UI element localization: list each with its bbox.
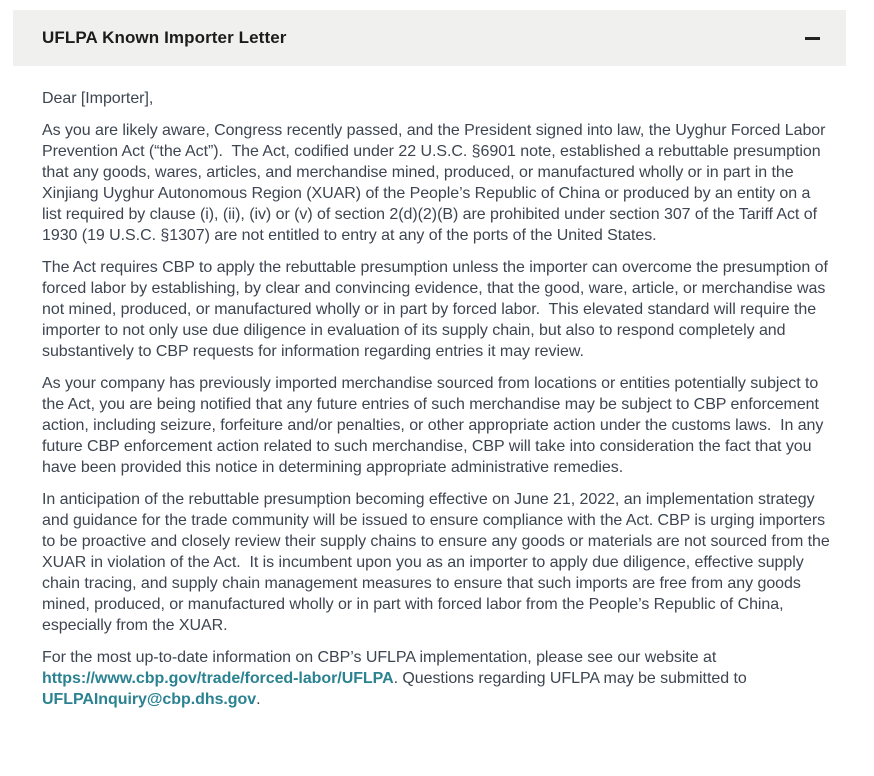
salutation: Dear [Importer], <box>42 90 154 107</box>
letter-body <box>13 66 846 750</box>
uflpa-inquiry-email-link[interactable]: UFLPAInquiry@cbp.dhs.gov <box>42 691 257 708</box>
letter-paragraph: The Act requires CBP to apply the rebuttable presumption unless the importer can overcome the presumption of forced labor by establishing, by clear and convincing evidence, that the good, ware, article, or merchandise was not mined, produced, or manufactured wholly or in part by forced labor. This elevated standard will require the importer to not only use due diligence in evaluation of its supply chain, but also to respond completely and substantively to CBP requests for information regarding entries it may review. <box>42 259 833 360</box>
uflpa-accordion-panel <box>13 10 846 750</box>
letter-paragraph: In anticipation of the rebuttable presumption becoming effective on June 21, 2022, an implementation strategy and guidance for the trade community will be issued to ensure compliance with the Act. CBP is urging importers to be proactive and closely review their supply chains to ensure any goods or materials are not sourced from the XUAR in violation of the Act. It is incumbent upon you as an importer to apply due diligence, effective supply chain tracing, and supply chain management measures to ensure that such imports are free from any goods mined, produced, or manufactured wholly or in part with forced labor from the People’s Republic of China, especially from the XUAR. <box>42 491 835 634</box>
accordion-header-button[interactable] <box>13 10 846 66</box>
closing-text-between-links: . Questions regarding UFLPA may be submitted to <box>393 670 752 687</box>
collapse-minus-icon[interactable] <box>805 37 820 40</box>
closing-text-before-link: For the most up-to-date information on CBP’s UFLPA implementation, please see our website at <box>42 649 721 666</box>
cbp-uflpa-website-link[interactable]: https://www.cbp.gov/trade/forced-labor/UFLPA <box>42 670 394 687</box>
closing-text-after-link: . <box>256 691 261 708</box>
letter-paragraph: As you are likely aware, Congress recently passed, and the President signed into law, the Uyghur Forced Labor Prevention Act (“the Act”). The Act, codified under 22 U.S.C. §6901 note, established a rebuttable presumption that any goods, wares, articles, and merchandise mined, produced, or manufactured wholly or in part in the Xinjiang Uyghur Autonomous Region (XUAR) of the People’s Republic of China or produced by an entity on a list required by clause (i), (ii), (iv) or (v) of section 2(d)(2)(B) are prohibited under section 307 of the Tariff Act of 1930 (19 U.S.C. §1307) are not entitled to entry at any of the ports of the United States. <box>42 122 830 244</box>
letter-paragraph: As your company has previously imported merchandise sourced from locations or entities potentially subject to the Act, you are being notified that any future entries of such merchandise may be subject to CBP enforcement action, including seizure, forfeiture and/or penalties, or other appropriate action under the customs laws. In any future CBP enforcement action related to such merchandise, CBP will take into consideration the fact that you have been provided this notice in determining appropriate administrative remedies. <box>42 375 828 476</box>
closing-paragraph <box>42 647 834 710</box>
accordion-title: UFLPA Known Importer Letter <box>42 28 287 47</box>
